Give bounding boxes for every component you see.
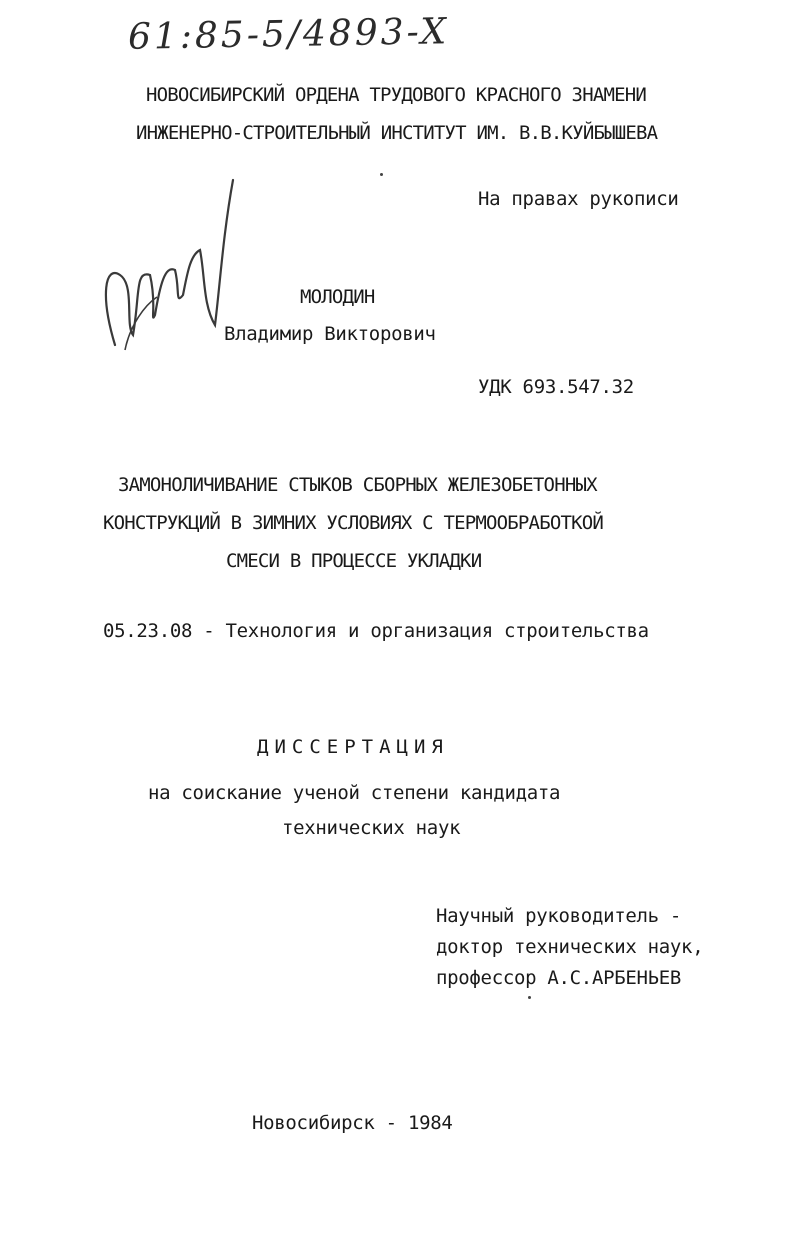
supervisor-line-3: профессор А.С.АРБЕНЬЕВ bbox=[436, 967, 682, 989]
degree-line-2: технических наук bbox=[282, 817, 461, 839]
title-line-2: КОНСТРУКЦИЙ В ЗИМНИХ УСЛОВИЯХ С ТЕРМООБРАБОТКОЙ bbox=[103, 512, 604, 534]
document-type-heading: ДИССЕРТАЦИЯ bbox=[257, 736, 449, 758]
manuscript-rights-note: На правах рукописи bbox=[478, 188, 679, 210]
supervisor-line-2: доктор технических наук, bbox=[436, 936, 704, 958]
institute-line-1: НОВОСИБИРСКИЙ ОРДЕНА ТРУДОВОГО КРАСНОГО ЗНАМЕНИ bbox=[146, 84, 647, 106]
speck bbox=[380, 173, 383, 176]
degree-line-1: на соискание ученой степени кандидата bbox=[148, 782, 561, 804]
place-and-year: Новосибирск - 1984 bbox=[252, 1112, 453, 1134]
specialty-code: 05.23.08 - Технология и организация строительства bbox=[103, 620, 649, 642]
title-line-1: ЗАМОНОЛИЧИВАНИЕ СТЫКОВ СБОРНЫХ ЖЕЛЕЗОБЕТОННЫХ bbox=[118, 474, 597, 496]
title-line-3: СМЕСИ В ПРОЦЕССЕ УКЛАДКИ bbox=[226, 550, 482, 572]
udc-code: УДК 693.547.32 bbox=[478, 376, 634, 398]
handwritten-signature bbox=[95, 175, 245, 365]
author-given-names: Владимир Викторович bbox=[224, 323, 436, 345]
speck bbox=[528, 996, 531, 999]
institute-line-2: ИНЖЕНЕРНО-СТРОИТЕЛЬНЫЙ ИНСТИТУТ ИМ. В.В.КУЙБЫШЕВА bbox=[136, 122, 658, 144]
handwritten-shelfmark: 61:85-5/4893-X bbox=[127, 11, 450, 58]
supervisor-line-1: Научный руководитель - bbox=[436, 905, 682, 927]
author-surname: МОЛОДИН bbox=[300, 286, 375, 308]
